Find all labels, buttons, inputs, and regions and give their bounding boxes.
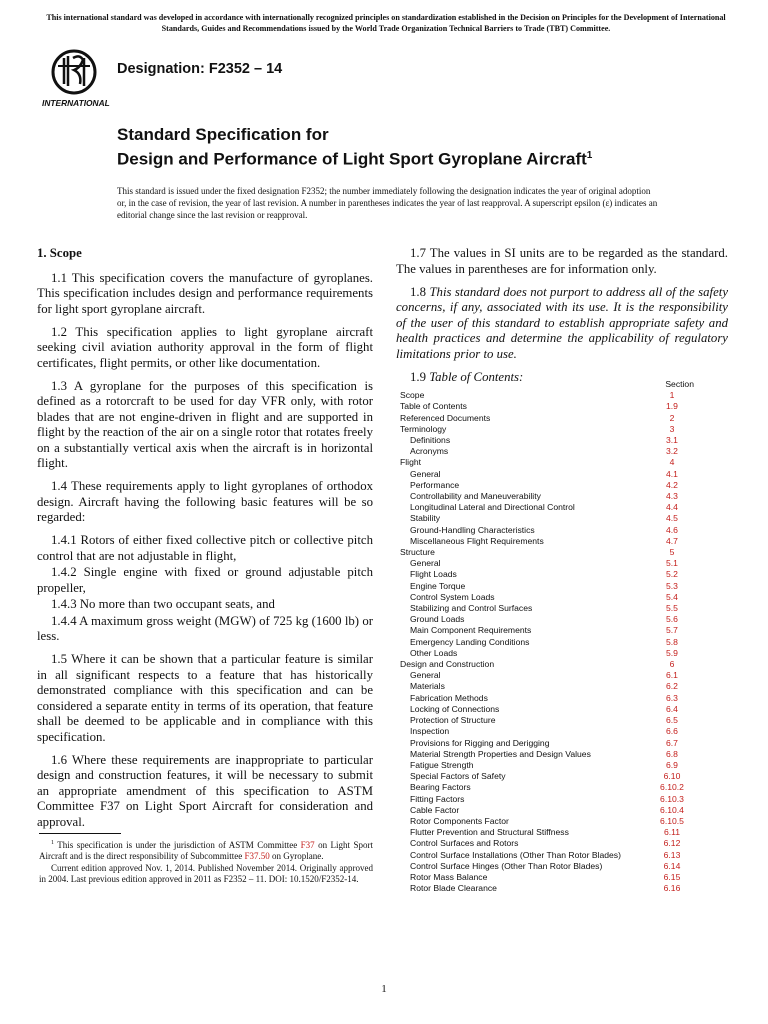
paragraph-1-2: 1.2 This specification applies to light gyroplane aircraft seeking civil aviation authority approval in the form of flight certificates, flight permits, or other like documentation. [37,324,373,370]
toc-row [400,704,696,715]
toc-entry-label: Table of Contents [400,401,467,412]
toc-section-link[interactable]: 6.7 [666,737,678,748]
paragraph-1-4-2: 1.4.2 Single engine with fixed or ground adjustable pitch propeller, [37,565,373,595]
toc-section-link[interactable]: 1.9 [666,401,678,412]
toc-row [400,446,696,457]
toc-entry-label: Terminology [400,423,447,434]
toc-entry-label: Stabilizing and Control Surfaces [410,603,533,614]
toc-entry-label: Ground Loads [410,614,465,625]
paragraph-1-4-3: 1.4.3 No more than two occupant seats, and [51,597,275,611]
toc-entry-label: Structure [400,547,435,558]
toc-section-link[interactable]: 6 [669,659,675,670]
toc-section-link[interactable]: 5.6 [666,614,678,625]
toc-row [400,547,696,558]
paragraph-1-4-4: 1.4.4 A maximum gross weight (MGW) of 725 kg (1600 lb) or less. [37,613,373,643]
toc-entry-label: Longitudinal Lateral and Directional Control [410,502,575,513]
toc-entry-label: Performance [410,479,460,490]
toc-section-link[interactable]: 6.6 [666,726,678,737]
toc-entry-label: Rotor Mass Balance [410,871,488,882]
designation: Designation: F2352 – 14 [117,61,283,77]
toc-section-link[interactable]: 5 [669,547,675,558]
link-f37-50[interactable]: F37.50 [244,851,270,862]
toc-section-link[interactable]: 4.6 [666,524,678,535]
toc-entry-label: Protection of Structure [410,715,496,726]
toc-row [400,760,696,771]
toc-row [400,648,696,659]
toc-section-link[interactable]: 4.4 [666,502,678,513]
toc-section-link[interactable]: 6.10 [663,771,681,782]
toc-entry-label: General [410,670,441,681]
toc-section-link[interactable]: 6.10.3 [660,793,684,804]
toc-section-link[interactable]: 6.13 [663,849,681,860]
toc-entry-label: Control Surface Installations (Other Than Rotor Blades) [410,849,621,860]
toc-section-link[interactable]: 5.9 [666,647,678,658]
toc-section-link[interactable]: 5.2 [666,569,678,580]
toc-row [400,771,696,782]
toc-section-link[interactable]: 6.16 [663,883,681,894]
toc-entry-label: Cable Factor [410,804,460,815]
footnote-1: $^1$ This specification is under the jurisdiction of ASTM Committee F37 on Light Sport Aircraft and is the direct responsibility of Subcommittee F37.50 on Gyroplane. [39,840,373,862]
toc-row [400,749,696,760]
toc-entry-label: Materials [410,681,445,692]
document-title [117,124,717,170]
footnote-rule [39,833,121,834]
toc-entry-label: Material Strength Properties and Design Values [410,748,591,759]
astm-logo [40,46,112,112]
toc-entry-label: Stability [410,513,441,524]
toc-section-link[interactable]: 4.2 [666,479,678,490]
toc-section-link[interactable]: 6.4 [666,703,678,714]
toc-section-link[interactable]: 6.9 [666,759,678,770]
toc-section-link[interactable]: 4.1 [666,468,678,479]
toc-row [400,738,696,749]
toc-row [400,424,696,435]
title-line-1: Standard Specification for [117,125,329,144]
toc-section-link[interactable]: 6.10.4 [660,804,684,815]
toc-rows [400,390,696,894]
toc-row [400,558,696,569]
toc-row [400,659,696,670]
paragraph-1-1: 1.1 This specification covers the manufacture of gyroplanes. This specification includes design and performance requirements for light sport gyroplane aircraft. [37,270,373,316]
toc-row [400,581,696,592]
title-line-2: Design and Performance of Light Sport Gyroplane Aircraft$^1$ [117,149,593,169]
toc-entry-label: Rotor Blade Clearance [410,883,497,894]
toc-section-link[interactable]: 6.10.2 [660,782,684,793]
toc-section-link[interactable]: 6.3 [666,692,678,703]
title-footnote-mark: 1 [586,150,593,161]
toc-row [400,413,696,424]
toc-entry-label: Control Surfaces and Rotors [410,838,519,849]
toc-section-link[interactable]: 5.5 [666,603,678,614]
toc-entry-label: Rotor Components Factor [410,815,509,826]
toc-entry-label: Bearing Factors [410,782,471,793]
toc-entry-label: Fabrication Methods [410,692,488,703]
toc-entry-label: Acronyms [410,446,449,457]
toc-row [400,838,696,849]
toc-row [400,827,696,838]
toc-entry-label: Scope [400,390,425,401]
paragraph-1-4-1: 1.4.1 Rotors of either fixed collective pitch or collective pitch control that are not adjustable in flight, [37,533,373,563]
toc-row [400,491,696,502]
toc-entry-label: Main Component Requirements [410,625,532,636]
toc-row [400,715,696,726]
paragraph-1-3: 1.3 A gyroplane for the purposes of this specification is defined as a rotorcraft to be used for day VFR only, with rotor blades that are not engine-driven in flight and are supported in flight by the reaction of the air on a single rotor that rotates freely on a substantially vertical axis when the aircraft is in horizontal flight. [37,378,373,470]
toc-section-link[interactable]: 5.7 [666,625,678,636]
toc-entry-label: Flutter Prevention and Structural Stiffness [410,827,569,838]
toc-section-link[interactable]: 5.8 [666,636,678,647]
toc-section-link[interactable]: 4.7 [666,535,678,546]
toc-section-link[interactable]: 5.4 [666,591,678,602]
left-column [37,246,373,838]
toc-entry-label: Emergency Landing Conditions [410,636,530,647]
toc-entry-label: Fatigue Strength [410,759,474,770]
right-column [396,246,728,385]
toc-entry-label: Control System Loads [410,591,495,602]
toc-row [400,805,696,816]
toc-row [400,670,696,681]
toc-entry-label: Ground-Handling Characteristics [410,524,535,535]
toc-row [400,782,696,793]
toc-row [400,480,696,491]
toc-section-link[interactable]: 6.1 [666,670,678,681]
toc-entry-label: Miscellaneous Flight Requirements [410,535,544,546]
toc-row [400,681,696,692]
toc-section-link[interactable]: 4 [669,457,675,468]
toc-row [400,525,696,536]
toc-row [400,435,696,446]
toc-entry-label: Provisions for Rigging and Derigging [410,737,550,748]
toc-entry-label: Flight [400,457,422,468]
toc-row [400,390,696,401]
toc-section-link[interactable]: 6.10.5 [660,815,684,826]
link-f37[interactable]: F37 [300,840,315,850]
footnote-edition: Current edition approved Nov. 1, 2014. Published November 2014. Originally approved in 2004. Last previous edition approved in 2011 as F2352 – 11. DOI: 10.1520/F2352-14. [39,862,373,884]
toc-entry-label: Design and Construction [400,659,495,670]
toc-row [400,614,696,625]
toc-section-link[interactable]: 1 [669,390,675,401]
toc-entry-label: Referenced Documents [400,412,491,423]
toc-section-link[interactable]: 5.1 [666,558,678,569]
toc-row [400,592,696,603]
paragraph-1-6: 1.6 Where these requirements are inappropriate to particular design and construction features, it will be necessary to submit an appropriate amendment of this specification to ASTM Committee F37 on Light Sport Aircraft for consideration and approval. [37,752,373,829]
toc-row [400,401,696,412]
toc-entry-label: Other Loads [410,647,458,658]
toc-row [400,637,696,648]
paragraph-1-4: 1.4 These requirements apply to light gyroplanes of orthodox design. Aircraft having the following basic features will be so regarded: [37,479,373,524]
toc-entry-label: General [410,468,441,479]
toc-row [400,872,696,883]
toc-section-link[interactable]: 6.15 [663,871,681,882]
table-of-contents [400,379,696,894]
toc-row [400,850,696,861]
toc-entry-label: Special Factors of Safety [410,771,506,782]
toc-section-link[interactable]: 6.14 [663,860,681,871]
toc-entry-label: Definitions [410,435,451,446]
toc-section-header: Section [665,379,694,389]
toc-section-link[interactable]: 6.5 [666,715,678,726]
toc-row [400,469,696,480]
toc-section-link[interactable]: 6.2 [666,681,678,692]
section-heading-scope: 1. Scope [37,246,82,260]
toc-row [400,625,696,636]
svg-text:INTERNATIONAL: INTERNATIONAL [42,98,110,108]
toc-row [400,816,696,827]
footnote [39,838,373,885]
toc-entry-label: Control Surface Hinges (Other Than Rotor Blades) [410,860,603,871]
toc-entry-label: Locking of Connections [410,703,500,714]
toc-section-link[interactable]: 6.11 [663,827,681,838]
toc-section-link[interactable]: 5.3 [666,580,678,591]
paragraph-1-7: 1.7 The values in SI units are to be regarded as the standard. The values in parentheses are for information only. [396,246,728,276]
toc-section-link[interactable]: 3.1 [666,435,678,446]
toc-row [400,794,696,805]
toc-section-link[interactable]: 4.3 [666,491,678,502]
toc-row [400,883,696,894]
issuance-statement: This standard is issued under the fixed designation F2352; the number immediately following the designation indicates the year of original adoption or, in the case of revision, the year of last revision. A number in parentheses indicates the year of last reapproval. A superscript epsilon (ε) indicates an editorial change since the last revision or reapproval. [117,186,658,220]
toc-row [400,502,696,513]
toc-entry-label: Controllability and Maneuverability [410,491,541,502]
toc-row [400,603,696,614]
toc-row [400,569,696,580]
toc-row [400,536,696,547]
toc-section-link[interactable]: 6.12 [663,838,681,849]
toc-entry-label: Fitting Factors [410,793,465,804]
toc-entry-label: Engine Torque [410,580,466,591]
paragraph-1-8: 1.8 This standard does not purport to address all of the safety concerns, if any, associated with its use. It is the responsibility of the user of this standard to establish appropriate safety and health practices and determine the applicability of regulatory limitations prior to use. [396,284,729,361]
toc-section-link[interactable]: 6.8 [666,748,678,759]
toc-section-link[interactable]: 4.5 [666,513,678,524]
toc-row [400,726,696,737]
toc-row [400,693,696,704]
toc-row [400,513,696,524]
paragraph-1-9: 1.9 Table of Contents: [410,369,524,384]
toc-section-link[interactable]: 2 [669,412,675,423]
standardization-notice: This international standard was developed in accordance with internationally recognized principles on standardization established in the Decision on Principles for the Development of International Standards, Guides and Recommendations issued by the World Trade Organization Technical Barriers to Trade (TBT) Committee. [46,13,726,33]
toc-section-link[interactable]: 3.2 [666,446,678,457]
page-number: 1 [381,983,387,995]
toc-entry-label: Inspection [410,726,450,737]
paragraph-1-5: 1.5 Where it can be shown that a particular feature is similar in all significant respects to a feature that has historically demonstrated compliance with this specification and can be considered a separate entity in terms of its operation, that feature shall be deemed to be applicable and in compliance with this specification. [37,652,373,744]
toc-entry-label: General [410,558,441,569]
toc-entry-label: Flight Loads [410,569,457,580]
toc-row [400,861,696,872]
toc-section-link[interactable]: 3 [669,423,675,434]
toc-row [400,457,696,468]
